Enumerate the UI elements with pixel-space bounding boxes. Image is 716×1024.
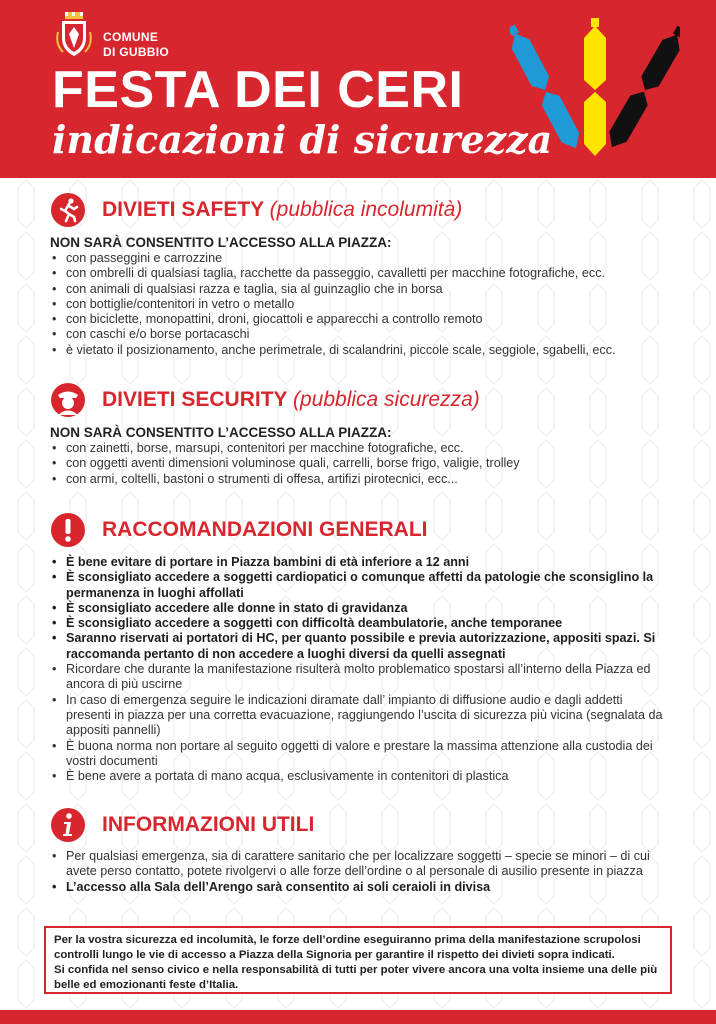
police-officer-icon — [50, 382, 86, 418]
list-item: • Ricordare che durante la manifestazione risulterà molto problematico spostarsi all’interno della Piazza ed ancora di più uscirne — [50, 662, 670, 693]
running-person-icon — [50, 192, 86, 228]
notice-paragraph-2: Si confida nel senso civico e nella responsabilità di tutti per poter vivere ancora una volta insieme una delle più belle ed emozionanti feste d’Italia. — [54, 964, 658, 991]
section-title — [102, 386, 480, 414]
list-item: • con caschi e/o borse portacaschi — [50, 327, 670, 342]
list-item: • È bene avere a portata di mano acqua, esclusivamente in contenitori di plastica — [50, 769, 670, 784]
list-item: • È buona norma non portare al seguito oggetti di valore e prestare la massima attenzione alla custodia dei vostri documenti — [50, 739, 670, 770]
section-title-suffix: (pubblica sicurezza) — [293, 388, 480, 411]
list-item: • con armi, coltelli, bastoni o strumenti di offesa, artifizi pirotecnici, ecc... — [50, 472, 670, 487]
section-title: RACCOMANDAZIONI GENERALI — [102, 518, 428, 541]
section-subtitle: NON SARÀ CONSENTITO L’ACCESSO ALLA PIAZZA: — [50, 235, 392, 250]
list-item: • con ombrelli di qualsiasi taglia, racchette da passeggio, cavalletti per macchine fotografiche, ecc. — [50, 266, 670, 281]
list-item: • con biciclette, monopattini, droni, giocattoli e apparecchi a controllo remoto — [50, 312, 670, 327]
list-item: • È sconsigliato accedere alle donne in stato di gravidanza — [50, 601, 670, 616]
security-list — [50, 441, 670, 487]
page-subtitle: indicazioni di sicurezza — [52, 117, 553, 162]
section-title — [102, 196, 462, 224]
list-item: • con animali di qualsiasi razza e taglia, sia al guinzaglio che in borsa — [50, 282, 670, 297]
section-title-main: DIVIETI SAFETY — [102, 198, 264, 221]
comune-line-1: COMUNE — [103, 30, 159, 44]
section-subtitle: NON SARÀ CONSENTITO L’ACCESSO ALLA PIAZZA: — [50, 425, 392, 440]
list-item: • è vietato il posizionamento, anche perimetrale, di scalandrini, piccole scale, seggiole, sgabelli, ecc. — [50, 343, 670, 358]
raccomandazioni-list — [50, 555, 670, 784]
list-item: • con bottiglie/contenitori in vetro o metallo — [50, 297, 670, 312]
ceri-illustration — [510, 18, 680, 163]
section-title: INFORMAZIONI UTILI — [102, 813, 315, 836]
page-title: FESTA DEI CERI — [52, 61, 464, 119]
security-notice-box — [44, 926, 672, 994]
comune-name — [103, 30, 169, 60]
section-title-main: DIVIETI SECURITY — [102, 388, 288, 411]
comune-crest-icon — [55, 10, 93, 58]
list-item: • È bene evitare di portare in Piazza bambini di età inferiore a 12 anni — [50, 555, 670, 570]
list-item: • Per qualsiasi emergenza, sia di carattere sanitario che per localizzare soggetti – specie se minori – di cui avete perso contatto, potete rivolgervi o alle forze dell’ordine o al personale di ausilio presente in piazza — [50, 849, 670, 880]
header-banner — [0, 0, 716, 178]
comune-line-2: DI GUBBIO — [103, 45, 170, 59]
bottom-bar — [0, 1010, 716, 1024]
exclamation-icon — [50, 512, 86, 548]
list-item: • È sconsigliato accedere a soggetti cardiopatici o comunque affetti da patologie che sconsiglino la permanenza in luoghi affollati — [50, 570, 670, 601]
list-item: • Saranno riservati ai portatori di HC, per quanto possibile e previa autorizzazione, appositi spazi. Si raccomanda pertanto di non accedere a luoghi diversi da quelli assegnati — [50, 631, 670, 662]
list-item: • con zainetti, borse, marsupi, contenitori per macchine fotografiche, ecc. — [50, 441, 670, 456]
list-item: • con oggetti aventi dimensioni voluminose quali, carrelli, borse frigo, valigie, trolley — [50, 456, 670, 471]
notice-paragraph-1: Per la vostra sicurezza ed incolumità, le forze dell’ordine eseguiranno prima della manifestazione scrupolosi controlli lungo le vie di accesso a Piazza della Signoria per garantire il rispetto dei divieti sopra indicati. — [54, 934, 641, 961]
safety-list — [50, 251, 670, 358]
informazioni-list — [50, 849, 670, 895]
list-item: • In caso di emergenza seguire le indicazioni diramate dall’ impianto di diffusione audio e dagli addetti presenti in piazza per una corretta evacuazione, raggiungendo l’uscita di sicurezza più vicina (segnalata da appositi pannelli) — [50, 693, 670, 739]
list-item: • L’accesso alla Sala dell’Arengo sarà consentito ai soli ceraioli in divisa — [50, 880, 670, 895]
list-item: • È sconsigliato accedere a soggetti con difficoltà deambulatorie, anche temporanee — [50, 616, 670, 631]
section-title-suffix: (pubblica incolumità) — [269, 198, 463, 221]
info-icon — [50, 807, 86, 843]
list-item: • con passeggini e carrozzine — [50, 251, 670, 266]
